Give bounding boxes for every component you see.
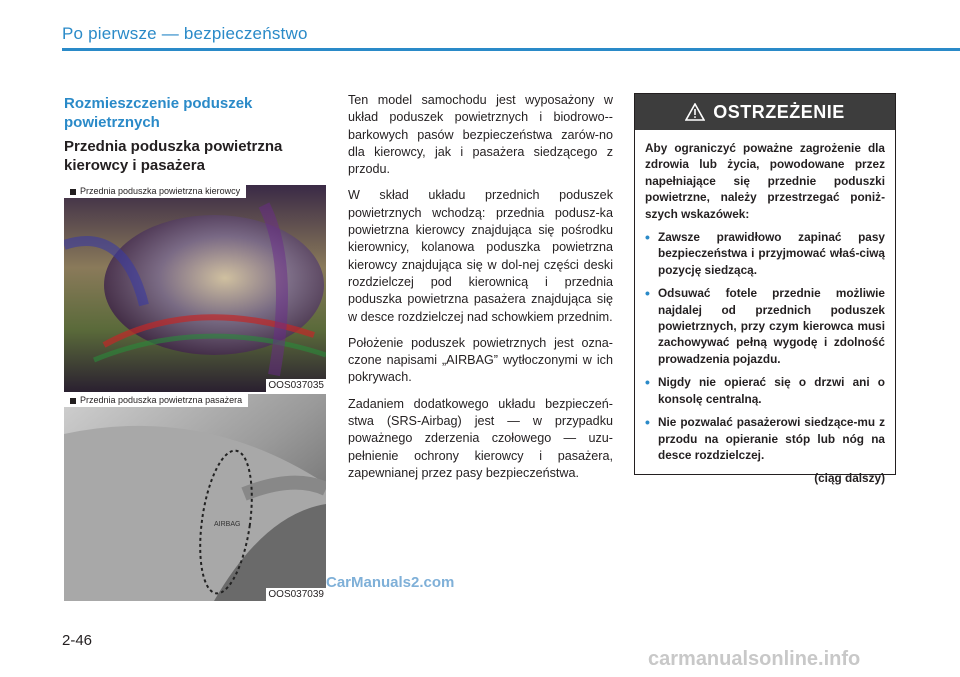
subsection-heading: Rozmieszczenie poduszek powietrznych [64,95,253,131]
bullet-dot-icon: • [645,374,650,391]
paragraph: Zadaniem dodatkowego układu bezpieczeń-stwa (SRS-Airbag) jest — w przypadku poważnego zderzenia czołowego — uzu-pełnienie ochrony kierowcy i pasażera, zapewnianej przez pasy bezpieczeństwa. [348,396,613,480]
paragraph: Położenie poduszek powietrznych jest ozna-czone napisami „AIRBAG” wytłoczonymi w ich pokrywach. [348,335,613,385]
warning-bullet: • Zawsze prawidłowo zapinać pasy bezpieczeństwa i przyjmować właś-ciwą pozycję siedzącą. [645,229,885,277]
paragraph: W skład układu przednich poduszek powietrznych wchodzą: przednia podusz-ka powietrzna kierowcy znajdująca się pośrodku kierownicy, kolanowa poduszka powietrzna kierowcy znajdująca się w dol-nej części deski rozdzielczej pod kierownicą i przednia poduszka powietrzna pasażera znajdująca się w desce rozdzielczej nad schowkiem przednim. [348,188,613,324]
watermark: CarManuals2.com [326,574,455,591]
driver-airbag-image [64,185,326,392]
section-title: Po pierwsze — bezpieczeństwo [62,24,308,43]
page-number: 2-46 [62,632,93,649]
warning-box [634,93,896,486]
topic-heading: Przednia poduszka powietrzna kierowcy i pasażera [64,138,283,174]
figure-code: OOS037035 [268,380,324,391]
warning-body [635,130,895,487]
footer-watermark-url: carmanualsonline.info [648,648,861,670]
caption-square-icon [70,189,76,195]
figure-caption: Przednia poduszka powietrzna kierowcy [64,185,246,198]
paragraph: Ten model samochodu jest wyposażony w układ poduszek powietrznych i biodrowo--barkowych pasów bezpieczeństwa zarów-no dla kierowcy, jak i pasażera siedzącego z przodu. [348,93,613,177]
warning-intro: Aby ograniczyć poważne zagrożenie dla zdrowia lub życia, powodowane przez napełniające się przednie poduszki powietrzne, należy przestrzegać poniż-szych wskazówek: [645,141,885,221]
bullet-dot-icon: • [645,285,650,302]
body-text [348,92,613,491]
continued-note: (ciąg dalszy) [814,471,885,486]
figure-code: OOS037039 [268,589,324,600]
bullet-dot-icon: • [645,229,650,246]
figure-caption: Przednia poduszka powietrzna pasażera [64,394,248,407]
passenger-airbag-image [64,394,326,601]
warning-bullet: • Nigdy nie opierać się o drzwi ani o konsolę centralną. [645,374,885,406]
driver-airbag-figure [64,185,326,392]
warning-triangle-icon [685,103,705,121]
header-divider [62,48,960,51]
warning-title: OSTRZEŻENIE [713,101,845,122]
caption-square-icon [70,398,76,404]
warning-header [635,94,895,130]
bullet-dot-icon: • [645,414,650,431]
airbag-emboss-text: AIRBAG [214,521,241,528]
warning-bullet: • Odsuwać fotele przednie możliwie najdalej od przednich poduszek powietrznych, przy czym kierowca musi zachowywać pełną wygodę i zdolność prowadzenia pojazdu. [645,285,885,366]
passenger-airbag-figure [64,394,326,601]
warning-bullet: • Nie pozwalać pasażerowi siedzące-mu z przodu na opieranie stóp lub nóg na desce rozdzielczej. [645,414,885,462]
